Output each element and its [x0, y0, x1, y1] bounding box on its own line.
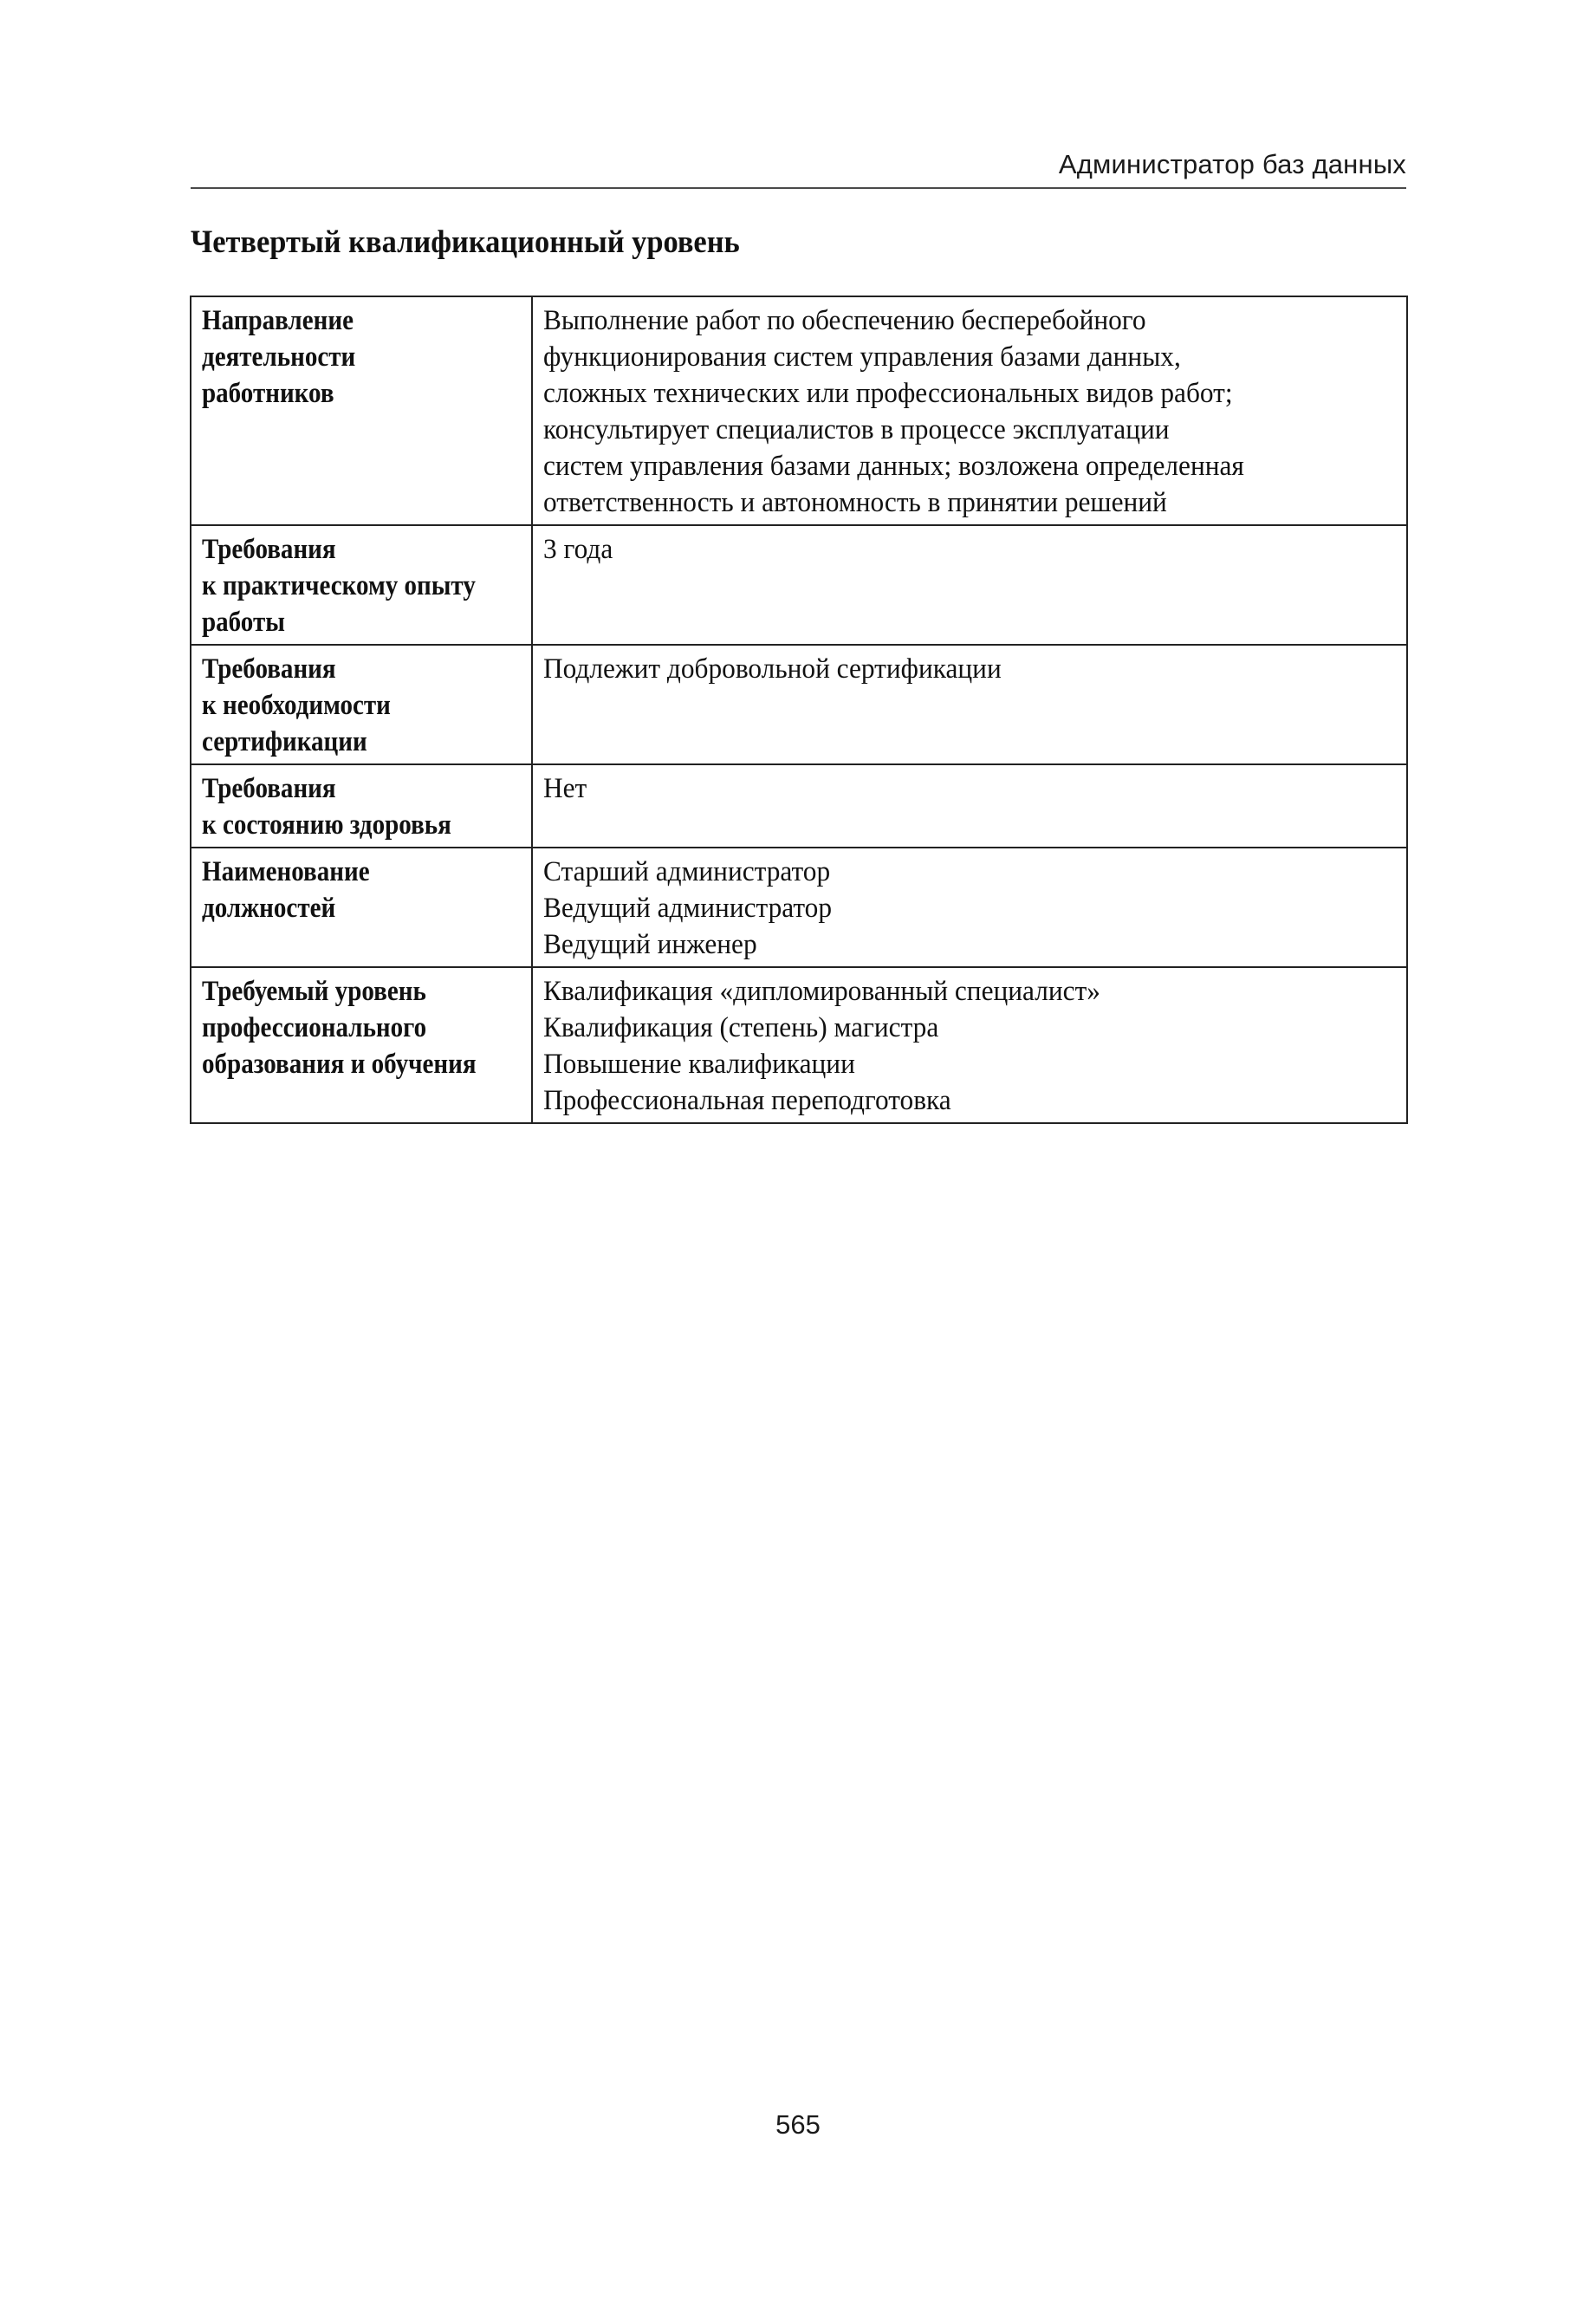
- row-label: [191, 848, 532, 967]
- label-line: сертификации: [202, 726, 367, 757]
- value-line: консультирует специалистов в процессе эксплуатации: [543, 414, 1170, 445]
- table-row-position-titles: [191, 848, 1407, 967]
- running-header: Администратор баз данных: [1058, 149, 1406, 179]
- table-row-certification-requirements: [191, 645, 1407, 764]
- value-line: систем управления базами данных; возложена определенная: [543, 451, 1244, 482]
- value-line: Квалификация «дипломированный специалист»: [543, 976, 1100, 1007]
- label-line: Требования: [202, 653, 336, 685]
- row-value: [532, 967, 1407, 1123]
- value-line: Ведущий инженер: [543, 929, 757, 960]
- table-row-experience-requirements: [191, 525, 1407, 645]
- value-line: Квалификация (степень) магистра: [543, 1012, 939, 1043]
- value-line: 3 года: [543, 534, 613, 565]
- label-line: Требования: [202, 534, 336, 565]
- table-row-activity-direction: [191, 296, 1407, 525]
- value-line: функционирования систем управления базами данных,: [543, 341, 1181, 373]
- value-line: Ведущий администратор: [543, 893, 833, 924]
- row-label: [191, 764, 532, 848]
- label-line: к необходимости: [202, 690, 391, 721]
- value-line: Профессиональная переподготовка: [543, 1085, 951, 1116]
- row-value: [532, 848, 1407, 967]
- label-line: Направление: [202, 305, 354, 336]
- row-value: [532, 525, 1407, 645]
- label-line: Требуемый уровень: [202, 976, 426, 1007]
- page-number: 565: [775, 2109, 821, 2140]
- value-line: Выполнение работ по обеспечению бесперебойного: [543, 305, 1146, 336]
- label-line: профессионального: [202, 1012, 427, 1043]
- row-label: [191, 645, 532, 764]
- value-line: Нет: [543, 773, 587, 804]
- label-line: к состоянию здоровья: [202, 809, 451, 841]
- row-value: [532, 645, 1407, 764]
- value-line: Повышение квалификации: [543, 1049, 855, 1080]
- label-line: должностей: [202, 893, 336, 924]
- label-line: к практическому опыту: [202, 570, 476, 601]
- label-line: работников: [202, 378, 334, 409]
- label-line: Наименование: [202, 856, 370, 887]
- value-line: Подлежит добровольной сертификации: [543, 653, 1002, 685]
- row-value: [532, 296, 1407, 525]
- value-line: Старший администратор: [543, 856, 831, 887]
- table-row-education-level: [191, 967, 1407, 1123]
- label-line: деятельности: [202, 341, 356, 373]
- row-label: [191, 296, 532, 525]
- label-line: работы: [202, 607, 285, 638]
- section-title: Четвертый квалификационный уровень: [191, 224, 740, 260]
- value-line: сложных технических или профессиональных видов работ;: [543, 378, 1233, 409]
- header-rule: [191, 187, 1406, 189]
- row-label: [191, 525, 532, 645]
- row-label: [191, 967, 532, 1123]
- row-value: [532, 764, 1407, 848]
- table-row-health-requirements: [191, 764, 1407, 848]
- value-line: ответственность и автономность в принятии решений: [543, 487, 1167, 518]
- label-line: Требования: [202, 773, 336, 804]
- label-line: образования и обучения: [202, 1049, 477, 1080]
- qualification-table: [190, 296, 1408, 1124]
